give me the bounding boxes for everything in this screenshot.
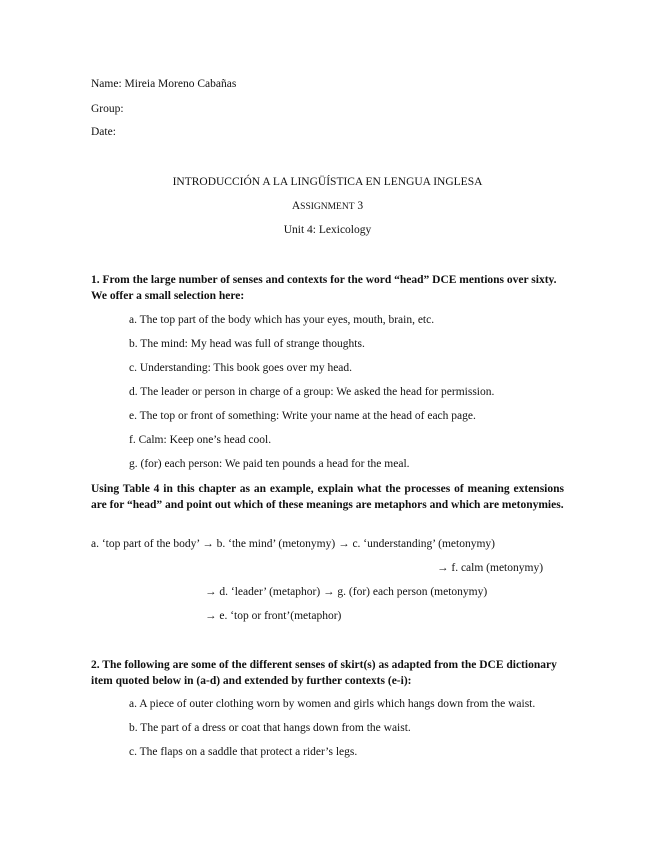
q1-sense-b: b. The mind: My head was full of strange thoughts.	[129, 338, 365, 350]
q2-sense-c: c. The flaps on a saddle that protect a rider’s legs.	[129, 746, 358, 758]
q1-sense-f: f. Calm: Keep one’s head cool.	[129, 434, 272, 446]
assignment-rest: SSIGNMENT	[300, 202, 355, 212]
assignment-title	[0, 199, 655, 214]
name-line: Name: Mireia Moreno Cabañas	[91, 78, 237, 90]
group-line: Group:	[91, 103, 124, 115]
q2-sense-a: a. A piece of outer clothing worn by women and girls which hangs down from the waist.	[129, 698, 536, 710]
q1-answer-line2: → f. calm (metonymy)	[437, 562, 544, 574]
q1-prompt-line1: 1. From the large number of senses and contexts for the word “head” DCE mentions over sixty.	[91, 274, 557, 286]
q1-answer-line3: → d. ‘leader’ (metaphor) → g. (for) each person (metonymy)	[205, 586, 488, 598]
q1-sense-d: d. The leader or person in charge of a group: We asked the head for permission.	[129, 386, 495, 398]
q1-instruction: Using Table 4 in this chapter as an example, explain what the processes of meaning extensions are for “head” and point out which of these meanings are metaphors and which are metonymies.	[91, 483, 564, 511]
q1-sense-a: a. The top part of the body which has your eyes, mouth, brain, etc.	[129, 314, 435, 326]
assignment-number: 3	[357, 200, 364, 212]
q2-prompt-line1: 2. The following are some of the different senses of skirt(s) as adapted from the DCE dictionary	[91, 659, 557, 671]
assignment-initial: A	[291, 200, 301, 212]
q2-prompt-line2: item quoted below in (a-d) and extended by further contexts (e-i):	[91, 675, 412, 687]
q1-sense-g: g. (for) each person: We paid ten pounds a head for the meal.	[129, 458, 410, 470]
q1-prompt-line2: We offer a small selection here:	[91, 290, 245, 302]
q1-sense-c: c. Understanding: This book goes over my head.	[129, 362, 353, 374]
q1-answer-line1: a. ‘top part of the body’ → b. ‘the mind’ (metonymy) → c. ‘understanding’ (metonymy)	[91, 538, 495, 550]
course-title: INTRODUCCIÓN A LA LINGÜÍSTICA EN LENGUA INGLESA	[172, 176, 483, 188]
q1-sense-e: e. The top or front of something: Write your name at the head of each page.	[129, 410, 476, 422]
q1-answer-line4: → e. ‘top or front’(metaphor)	[205, 610, 342, 622]
q2-sense-b: b. The part of a dress or coat that hangs down from the waist.	[129, 722, 411, 734]
date-line: Date:	[91, 126, 116, 138]
unit-title: Unit 4: Lexicology	[283, 224, 372, 236]
